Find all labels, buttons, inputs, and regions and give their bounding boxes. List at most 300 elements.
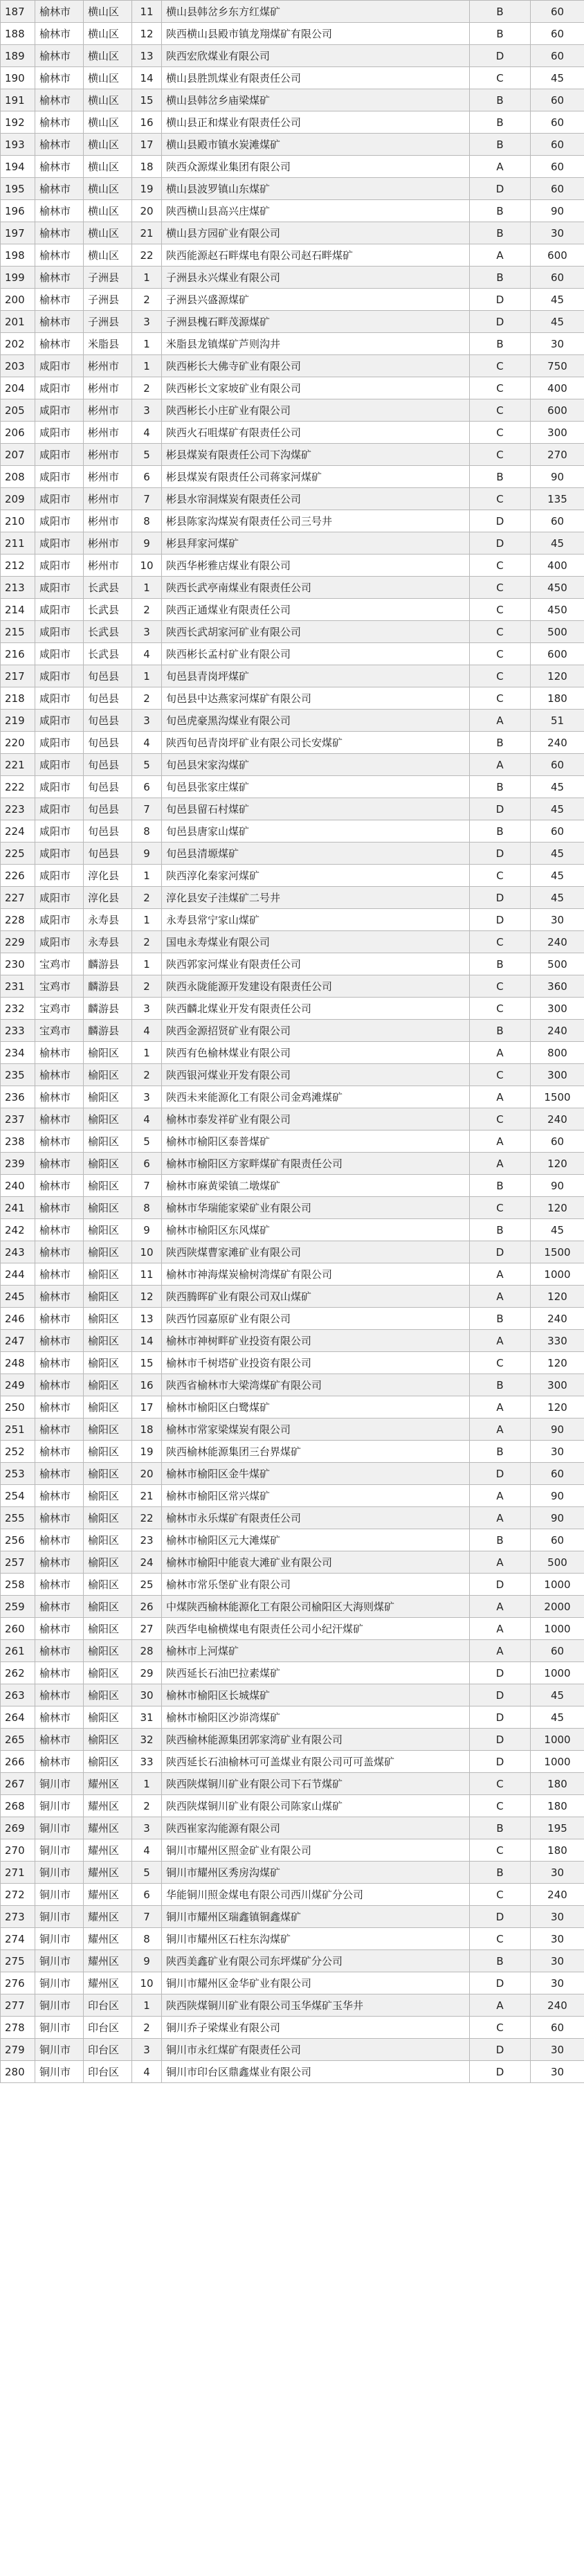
county-seq-cell: 1 (132, 953, 162, 975)
county-cell: 印台区 (84, 2039, 132, 2061)
mine-name-cell: 旬邑县清塬煤矿 (162, 843, 470, 865)
mine-name-cell: 陕西延长石油榆林可可盖煤业有限公司可可盖煤矿 (162, 1751, 470, 1773)
mine-name-cell: 陕西正通煤业有限责任公司 (162, 599, 470, 621)
table-row (1, 1042, 584, 1064)
mine-name-cell: 陕西旬邑青岗坪矿业有限公司长安煤矿 (162, 732, 470, 754)
county-seq-cell: 4 (132, 1108, 162, 1131)
mine-name-cell: 旬邑县唐家山煤矿 (162, 820, 470, 843)
row-number: 270 (1, 1839, 35, 1862)
county-cell: 横山区 (84, 45, 132, 67)
grade-cell: C (470, 555, 531, 577)
row-number: 204 (1, 377, 35, 399)
county-cell: 彬州市 (84, 399, 132, 422)
city-cell: 咸阳市 (35, 422, 84, 444)
county-cell: 榆阳区 (84, 1352, 132, 1374)
county-cell: 彬州市 (84, 422, 132, 444)
county-cell: 榆阳区 (84, 1153, 132, 1175)
county-seq-cell: 5 (132, 1862, 162, 1884)
grade-cell: A (470, 1640, 531, 1662)
mine-name-cell: 榆林市千树塔矿业投资有限公司 (162, 1352, 470, 1374)
capacity-cell: 30 (531, 1862, 584, 1884)
county-seq-cell: 29 (132, 1662, 162, 1684)
county-cell: 横山区 (84, 222, 132, 244)
row-number: 246 (1, 1308, 35, 1330)
county-cell: 旬邑县 (84, 798, 132, 820)
county-cell: 彬州市 (84, 488, 132, 510)
county-cell: 旬邑县 (84, 665, 132, 687)
capacity-cell: 240 (531, 732, 584, 754)
grade-cell: A (470, 1618, 531, 1640)
capacity-cell: 30 (531, 1441, 584, 1463)
mine-name-cell: 彬县陈家沟煤炭有限责任公司三号井 (162, 510, 470, 532)
county-cell: 榆阳区 (84, 1640, 132, 1662)
row-number: 274 (1, 1928, 35, 1950)
grade-cell: A (470, 1131, 531, 1153)
mine-name-cell: 横山县韩岔乡庙梁煤矿 (162, 89, 470, 111)
county-seq-cell: 7 (132, 1175, 162, 1197)
table-row (1, 510, 584, 532)
capacity-cell: 45 (531, 1706, 584, 1729)
mine-name-cell: 陕西郭家河煤业有限责任公司 (162, 953, 470, 975)
row-number: 192 (1, 111, 35, 134)
county-seq-cell: 16 (132, 111, 162, 134)
table-row (1, 1463, 584, 1485)
row-number: 249 (1, 1374, 35, 1396)
county-cell: 印台区 (84, 1994, 132, 2017)
grade-cell: A (470, 1263, 531, 1286)
county-seq-cell: 21 (132, 1485, 162, 1507)
table-row (1, 2017, 584, 2039)
county-seq-cell: 3 (132, 311, 162, 333)
mine-name-cell: 铜川市耀州区石柱东沟煤矿 (162, 1928, 470, 1950)
county-cell: 长武县 (84, 577, 132, 599)
city-cell: 榆林市 (35, 1064, 84, 1086)
grade-cell: C (470, 1352, 531, 1374)
table-row (1, 377, 584, 399)
grade-cell: D (470, 311, 531, 333)
city-cell: 榆林市 (35, 1108, 84, 1131)
capacity-cell: 60 (531, 178, 584, 200)
city-cell: 榆林市 (35, 311, 84, 333)
county-seq-cell: 11 (132, 1, 162, 23)
table-row (1, 67, 584, 89)
capacity-cell: 1000 (531, 1618, 584, 1640)
capacity-cell: 60 (531, 111, 584, 134)
table-row (1, 355, 584, 377)
row-number: 256 (1, 1529, 35, 1551)
grade-cell: B (470, 732, 531, 754)
county-cell: 榆阳区 (84, 1042, 132, 1064)
table-row (1, 244, 584, 267)
table-row (1, 732, 584, 754)
table-row (1, 1574, 584, 1596)
grade-cell: A (470, 1086, 531, 1108)
row-number: 200 (1, 289, 35, 311)
county-cell: 耀州区 (84, 1839, 132, 1862)
grade-cell: D (470, 843, 531, 865)
city-cell: 榆林市 (35, 1153, 84, 1175)
mine-name-cell: 子洲县槐石畔茂源煤矿 (162, 311, 470, 333)
county-cell: 榆阳区 (84, 1441, 132, 1463)
city-cell: 榆林市 (35, 156, 84, 178)
city-cell: 咸阳市 (35, 865, 84, 887)
city-cell: 榆林市 (35, 1352, 84, 1374)
county-seq-cell: 2 (132, 2017, 162, 2039)
grade-cell: B (470, 267, 531, 289)
table-row (1, 820, 584, 843)
row-number: 223 (1, 798, 35, 820)
city-cell: 榆林市 (35, 244, 84, 267)
grade-cell: C (470, 1197, 531, 1219)
row-number: 207 (1, 444, 35, 466)
mine-name-cell: 国电永寿煤业有限公司 (162, 931, 470, 953)
county-seq-cell: 15 (132, 1352, 162, 1374)
grade-cell: C (470, 577, 531, 599)
table-row (1, 1706, 584, 1729)
mine-name-cell: 榆林市神海煤炭榆树湾煤矿有限公司 (162, 1263, 470, 1286)
mine-name-cell: 陕西竹园嘉原矿业有限公司 (162, 1308, 470, 1330)
table-row (1, 45, 584, 67)
city-cell: 榆林市 (35, 178, 84, 200)
capacity-cell: 90 (531, 466, 584, 488)
capacity-cell: 300 (531, 998, 584, 1020)
table-row (1, 1751, 584, 1773)
mine-name-cell: 陕西腾晖矿业有限公司双山煤矿 (162, 1286, 470, 1308)
county-seq-cell: 9 (132, 1219, 162, 1241)
table-row (1, 1862, 584, 1884)
county-cell: 榆阳区 (84, 1529, 132, 1551)
mine-name-cell: 横山县胜凯煤业有限责任公司 (162, 67, 470, 89)
row-number: 276 (1, 1972, 35, 1994)
city-cell: 榆林市 (35, 1596, 84, 1618)
county-seq-cell: 7 (132, 1906, 162, 1928)
grade-cell: B (470, 1175, 531, 1197)
capacity-cell: 180 (531, 1839, 584, 1862)
capacity-cell: 90 (531, 200, 584, 222)
table-row (1, 156, 584, 178)
city-cell: 咸阳市 (35, 776, 84, 798)
table-row (1, 1507, 584, 1529)
mine-name-cell: 榆林市榆阳区白鹭煤矿 (162, 1396, 470, 1418)
capacity-cell: 45 (531, 1219, 584, 1241)
table-row (1, 1596, 584, 1618)
capacity-cell: 600 (531, 399, 584, 422)
table-row (1, 1884, 584, 1906)
county-cell: 彬州市 (84, 466, 132, 488)
county-cell: 榆阳区 (84, 1086, 132, 1108)
county-cell: 印台区 (84, 2017, 132, 2039)
table-row (1, 1131, 584, 1153)
row-number: 238 (1, 1131, 35, 1153)
county-seq-cell: 4 (132, 2061, 162, 2083)
county-seq-cell: 13 (132, 1308, 162, 1330)
county-seq-cell: 15 (132, 89, 162, 111)
table-row (1, 1729, 584, 1751)
county-seq-cell: 2 (132, 1064, 162, 1086)
grade-cell: A (470, 1153, 531, 1175)
city-cell: 榆林市 (35, 1618, 84, 1640)
county-cell: 彬州市 (84, 444, 132, 466)
row-number: 220 (1, 732, 35, 754)
county-cell: 耀州区 (84, 1817, 132, 1839)
county-seq-cell: 18 (132, 156, 162, 178)
city-cell: 榆林市 (35, 1751, 84, 1773)
mine-name-cell: 榆林市永乐煤矿有限责任公司 (162, 1507, 470, 1529)
row-number: 272 (1, 1884, 35, 1906)
grade-cell: D (470, 1706, 531, 1729)
row-number: 250 (1, 1396, 35, 1418)
capacity-cell: 30 (531, 1972, 584, 1994)
row-number: 199 (1, 267, 35, 289)
mine-name-cell: 榆林市榆阳中能袁大滩矿业有限公司 (162, 1551, 470, 1574)
grade-cell: B (470, 1374, 531, 1396)
county-seq-cell: 23 (132, 1529, 162, 1551)
grade-cell: C (470, 1839, 531, 1862)
capacity-cell: 500 (531, 1551, 584, 1574)
grade-cell: C (470, 1064, 531, 1086)
table-row (1, 1241, 584, 1263)
county-cell: 横山区 (84, 111, 132, 134)
table-row (1, 1263, 584, 1286)
row-number: 189 (1, 45, 35, 67)
row-number: 279 (1, 2039, 35, 2061)
table-row (1, 1086, 584, 1108)
table-row (1, 1020, 584, 1042)
row-number: 257 (1, 1551, 35, 1574)
capacity-cell: 30 (531, 222, 584, 244)
table-row (1, 1175, 584, 1197)
grade-cell: D (470, 1662, 531, 1684)
county-seq-cell: 32 (132, 1729, 162, 1751)
row-number: 226 (1, 865, 35, 887)
county-cell: 永寿县 (84, 909, 132, 931)
row-number: 277 (1, 1994, 35, 2017)
county-seq-cell: 8 (132, 1197, 162, 1219)
city-cell: 铜川市 (35, 1906, 84, 1928)
county-cell: 榆阳区 (84, 1064, 132, 1086)
county-cell: 旬邑县 (84, 732, 132, 754)
county-cell: 横山区 (84, 178, 132, 200)
table-row (1, 909, 584, 931)
table-row (1, 754, 584, 776)
mine-name-cell: 彬县煤炭有限责任公司蒋家河煤矿 (162, 466, 470, 488)
city-cell: 榆林市 (35, 1131, 84, 1153)
grade-cell: C (470, 931, 531, 953)
county-seq-cell: 2 (132, 599, 162, 621)
capacity-cell: 45 (531, 1684, 584, 1706)
grade-cell: C (470, 643, 531, 665)
county-cell: 印台区 (84, 2061, 132, 2083)
county-seq-cell: 3 (132, 1086, 162, 1108)
grade-cell: A (470, 156, 531, 178)
table-row (1, 1994, 584, 2017)
capacity-cell: 60 (531, 45, 584, 67)
city-cell: 榆林市 (35, 67, 84, 89)
capacity-cell: 240 (531, 1994, 584, 2017)
city-cell: 咸阳市 (35, 710, 84, 732)
city-cell: 榆林市 (35, 23, 84, 45)
capacity-cell: 30 (531, 909, 584, 931)
capacity-cell: 60 (531, 1463, 584, 1485)
city-cell: 咸阳市 (35, 931, 84, 953)
city-cell: 榆林市 (35, 200, 84, 222)
city-cell: 咸阳市 (35, 621, 84, 643)
capacity-cell: 90 (531, 1175, 584, 1197)
county-cell: 榆阳区 (84, 1463, 132, 1485)
grade-cell: C (470, 422, 531, 444)
capacity-cell: 60 (531, 1131, 584, 1153)
grade-cell: D (470, 798, 531, 820)
capacity-cell: 330 (531, 1330, 584, 1352)
mine-name-cell: 横山县韩岔乡东方红煤矿 (162, 1, 470, 23)
grade-cell: D (470, 1574, 531, 1596)
county-cell: 长武县 (84, 643, 132, 665)
row-number: 263 (1, 1684, 35, 1706)
mine-name-cell: 陕西陕煤铜川矿业有限公司玉华煤矿玉华井 (162, 1994, 470, 2017)
row-number: 265 (1, 1729, 35, 1751)
grade-cell: D (470, 178, 531, 200)
table-row (1, 1153, 584, 1175)
mine-name-cell: 陕西华彬雅店煤业有限公司 (162, 555, 470, 577)
mine-name-cell: 横山县波罗镇山东煤矿 (162, 178, 470, 200)
county-seq-cell: 2 (132, 1795, 162, 1817)
row-number: 264 (1, 1706, 35, 1729)
table-row (1, 643, 584, 665)
city-cell: 铜川市 (35, 2039, 84, 2061)
mine-name-cell: 陕西横山县殿市镇龙翔煤矿有限公司 (162, 23, 470, 45)
grade-cell: B (470, 820, 531, 843)
capacity-cell: 51 (531, 710, 584, 732)
county-cell: 榆阳区 (84, 1618, 132, 1640)
grade-cell: D (470, 2039, 531, 2061)
grade-cell: B (470, 1817, 531, 1839)
row-number: 235 (1, 1064, 35, 1086)
county-cell: 麟游县 (84, 975, 132, 998)
county-cell: 榆阳区 (84, 1596, 132, 1618)
mine-name-cell: 铜川市永红煤矿有限责任公司 (162, 2039, 470, 2061)
table-row (1, 953, 584, 975)
county-cell: 子洲县 (84, 311, 132, 333)
city-cell: 咸阳市 (35, 732, 84, 754)
mine-name-cell: 铜川市耀州区瑞鑫镇铜鑫煤矿 (162, 1906, 470, 1928)
county-seq-cell: 19 (132, 178, 162, 200)
table-row (1, 134, 584, 156)
county-cell: 耀州区 (84, 1862, 132, 1884)
county-cell: 榆阳区 (84, 1131, 132, 1153)
row-number: 188 (1, 23, 35, 45)
row-number: 221 (1, 754, 35, 776)
grade-cell: C (470, 599, 531, 621)
capacity-cell: 500 (531, 953, 584, 975)
grade-cell: D (470, 887, 531, 909)
table-row (1, 1108, 584, 1131)
grade-cell: A (470, 710, 531, 732)
row-number: 261 (1, 1640, 35, 1662)
row-number: 193 (1, 134, 35, 156)
county-seq-cell: 6 (132, 1153, 162, 1175)
grade-cell: B (470, 776, 531, 798)
city-cell: 榆林市 (35, 1485, 84, 1507)
city-cell: 宝鸡市 (35, 1020, 84, 1042)
row-number: 242 (1, 1219, 35, 1241)
row-number: 219 (1, 710, 35, 732)
capacity-cell: 240 (531, 1884, 584, 1906)
mine-name-cell: 榆林市榆阳区方家畔煤矿有限责任公司 (162, 1153, 470, 1175)
row-number: 244 (1, 1263, 35, 1286)
capacity-cell: 120 (531, 1396, 584, 1418)
county-seq-cell: 26 (132, 1596, 162, 1618)
row-number: 190 (1, 67, 35, 89)
county-cell: 耀州区 (84, 1906, 132, 1928)
capacity-cell: 600 (531, 244, 584, 267)
row-number: 241 (1, 1197, 35, 1219)
grade-cell: C (470, 665, 531, 687)
mine-name-cell: 陕西长武亭南煤业有限责任公司 (162, 577, 470, 599)
county-seq-cell: 1 (132, 865, 162, 887)
city-cell: 铜川市 (35, 1839, 84, 1862)
row-number: 255 (1, 1507, 35, 1529)
row-number: 273 (1, 1906, 35, 1928)
county-cell: 彬州市 (84, 532, 132, 555)
capacity-cell: 1000 (531, 1263, 584, 1286)
county-cell: 榆阳区 (84, 1551, 132, 1574)
table-row (1, 422, 584, 444)
table-row (1, 178, 584, 200)
grade-cell: A (470, 244, 531, 267)
county-seq-cell: 14 (132, 67, 162, 89)
mine-name-cell: 旬邑县留石村煤矿 (162, 798, 470, 820)
grade-cell: C (470, 1108, 531, 1131)
county-seq-cell: 5 (132, 754, 162, 776)
county-cell: 耀州区 (84, 1795, 132, 1817)
county-cell: 耀州区 (84, 1972, 132, 1994)
capacity-cell: 1000 (531, 1751, 584, 1773)
city-cell: 榆林市 (35, 1308, 84, 1330)
city-cell: 榆林市 (35, 1551, 84, 1574)
grade-cell: D (470, 1751, 531, 1773)
capacity-cell: 600 (531, 643, 584, 665)
row-number: 234 (1, 1042, 35, 1064)
mine-name-cell: 陕西华电榆横煤电有限责任公司小纪汗煤矿 (162, 1618, 470, 1640)
row-number: 258 (1, 1574, 35, 1596)
mine-name-cell: 彬县水帘洞煤炭有限责任公司 (162, 488, 470, 510)
city-cell: 咸阳市 (35, 798, 84, 820)
county-cell: 榆阳区 (84, 1418, 132, 1441)
mine-name-cell: 陕西横山县高兴庄煤矿 (162, 200, 470, 222)
table-row (1, 2061, 584, 2083)
county-seq-cell: 3 (132, 621, 162, 643)
county-cell: 横山区 (84, 156, 132, 178)
row-number: 254 (1, 1485, 35, 1507)
capacity-cell: 60 (531, 1640, 584, 1662)
county-seq-cell: 27 (132, 1618, 162, 1640)
county-seq-cell: 3 (132, 399, 162, 422)
capacity-cell: 270 (531, 444, 584, 466)
county-seq-cell: 8 (132, 820, 162, 843)
city-cell: 铜川市 (35, 1862, 84, 1884)
table-row (1, 1286, 584, 1308)
row-number: 228 (1, 909, 35, 931)
capacity-cell: 120 (531, 1197, 584, 1219)
city-cell: 榆林市 (35, 1175, 84, 1197)
county-cell: 榆阳区 (84, 1751, 132, 1773)
county-seq-cell: 22 (132, 244, 162, 267)
mine-name-cell: 陕西未来能源化工有限公司金鸡滩煤矿 (162, 1086, 470, 1108)
grade-cell: D (470, 532, 531, 555)
mine-name-cell: 陕西彬长大佛寺矿业有限公司 (162, 355, 470, 377)
mine-name-cell: 陕西陕煤铜川矿业有限公司陈家山煤矿 (162, 1795, 470, 1817)
row-number: 202 (1, 333, 35, 355)
